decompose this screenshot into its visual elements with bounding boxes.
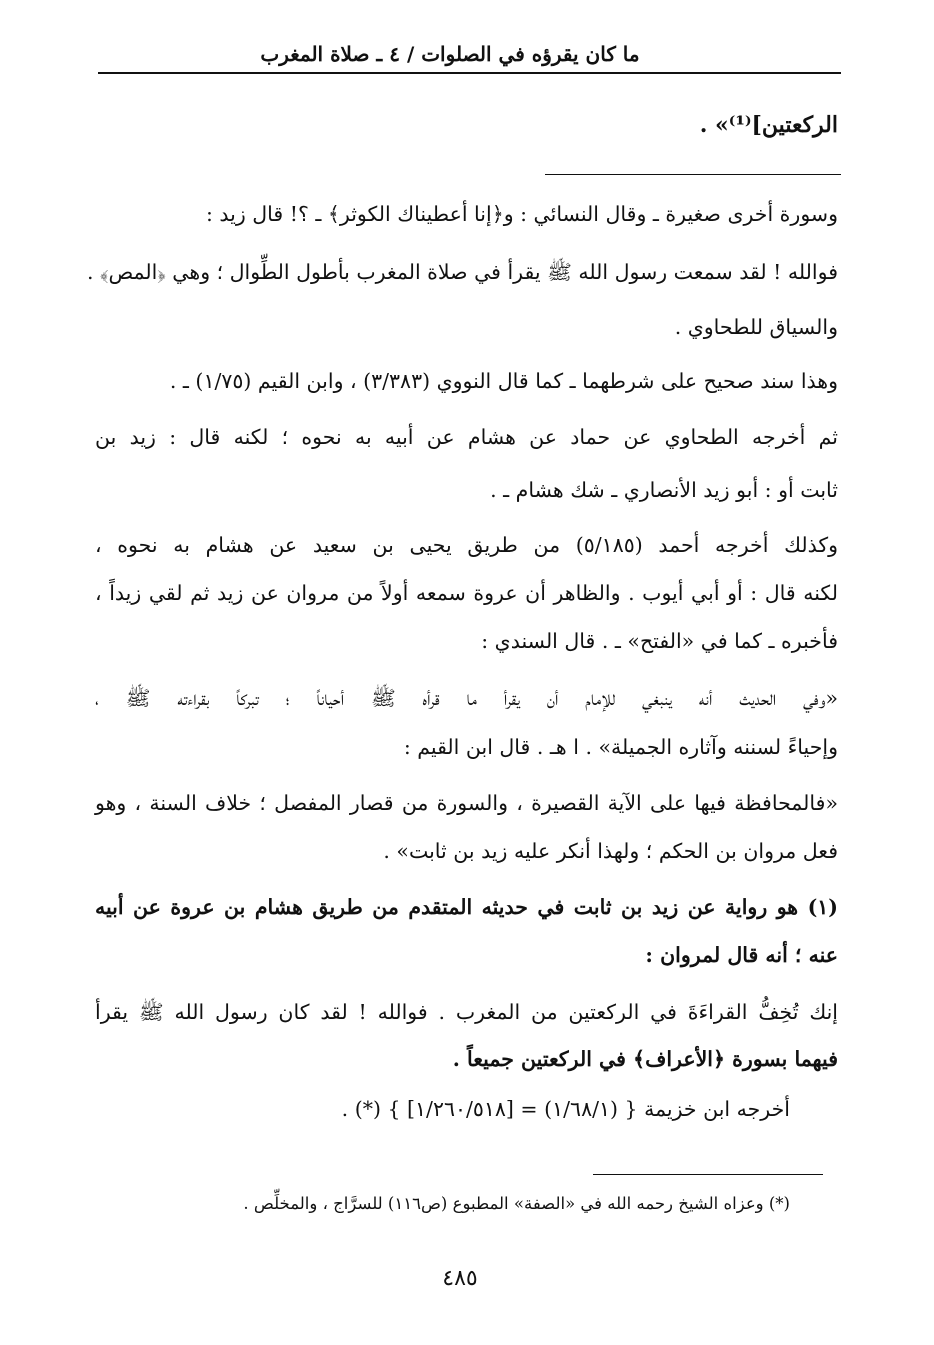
quote-line: وإحياءً لسننه وآثاره الجميلة» . ا هـ . قال ابن القيم : xyxy=(403,735,838,759)
page-number: ٤٨٥ xyxy=(442,1266,478,1291)
text-line: فأخبره ـ كما في «الفتح» ـ . قال السندي : xyxy=(481,629,838,653)
header-rule xyxy=(98,72,841,74)
footnote-1-line: أخرجه ابن خزيمة { (١/٦٨/١) = [١/٢٦٠/٥١٨] } (*) . xyxy=(341,1097,790,1121)
footnote-1-line: إنك تُخِفُّ القراءَةَ في الركعتين من المغرب . فوالله ! لقد كان رسول الله ﷺ يقرأ xyxy=(95,1000,838,1024)
footnote-1-line: (١) هو رواية عن زيد بن ثابت في حديثه المتقدم من طريق هشام بن عروة عن أبيه xyxy=(95,895,838,919)
text-line: ثابت أو : أبو زيد الأنصاري ـ شك هشام ـ . xyxy=(490,478,838,502)
continuation-line: الركعتين]⁽¹⁾» . xyxy=(699,112,838,138)
text-line: فوالله ! لقد سمعت رسول الله ﷺ يقرأ في صلاة المغرب بأطول الطِّوال ؛ وهي ﴿المص﴾ . xyxy=(86,260,838,284)
running-header: ما كان يقرؤه في الصلوات / ٤ ـ صلاة المغرب xyxy=(260,42,640,66)
text-line: لكنه قال : أو أبي أيوب . والظاهر أن عروة سمعه أولاً من مروان عن زيد ثم لقي زيداً ، xyxy=(95,581,838,605)
section-separator xyxy=(545,174,841,175)
quote-line: «فالمحافظة فيها على الآية القصيرة ، والسورة من قصار المفصل ؛ خلاف السنة ، وهو xyxy=(95,791,838,815)
text-line: وهذا سند صحيح على شرطهما ـ كما قال النووي (٣/٣٨٣) ، وابن القيم (١/٧٥) ـ . xyxy=(169,369,838,393)
text-line: ثم أخرجه الطحاوي عن حماد عن هشام عن أبيه به نحوه ؛ لكنه قال : زيد بن xyxy=(95,425,838,449)
text-line: وكذلك أخرجه أحمد (٥/١٨٥) من طريق يحيى بن سعيد عن هشام به نحوه ، xyxy=(95,533,839,557)
quote-line: «وفي الحديث أنه ينبغي للإمام أن يقرأ ما قرأه ﷺ أحياناً ؛ تبركاً بقراءته ﷺ ، xyxy=(95,686,838,710)
editor-footnote: (*) وعزاه الشيخ رحمه الله في «الصفة» المطبوع (ص١١٦) للسرَّاج ، والمخلِّص . xyxy=(243,1194,790,1213)
footnote-1-line: فيهما بسورة ﴿الأعراف﴾ في الركعتين جميعاً . xyxy=(452,1047,838,1071)
footnote-separator xyxy=(593,1174,823,1175)
text-line: والسياق للطحاوي . xyxy=(674,315,838,339)
quote-line: فعل مروان بن الحكم ؛ ولهذا أنكر عليه زيد بن ثابت» . xyxy=(383,839,838,863)
text-line: وسورة أخرى صغيرة ـ وقال النسائي : و﴿إنا أعطيناك الكوثر﴾ ـ ؟! قال زيد : xyxy=(205,202,838,226)
footnote-1-line: عنه ؛ أنه قال لمروان : xyxy=(645,943,838,967)
